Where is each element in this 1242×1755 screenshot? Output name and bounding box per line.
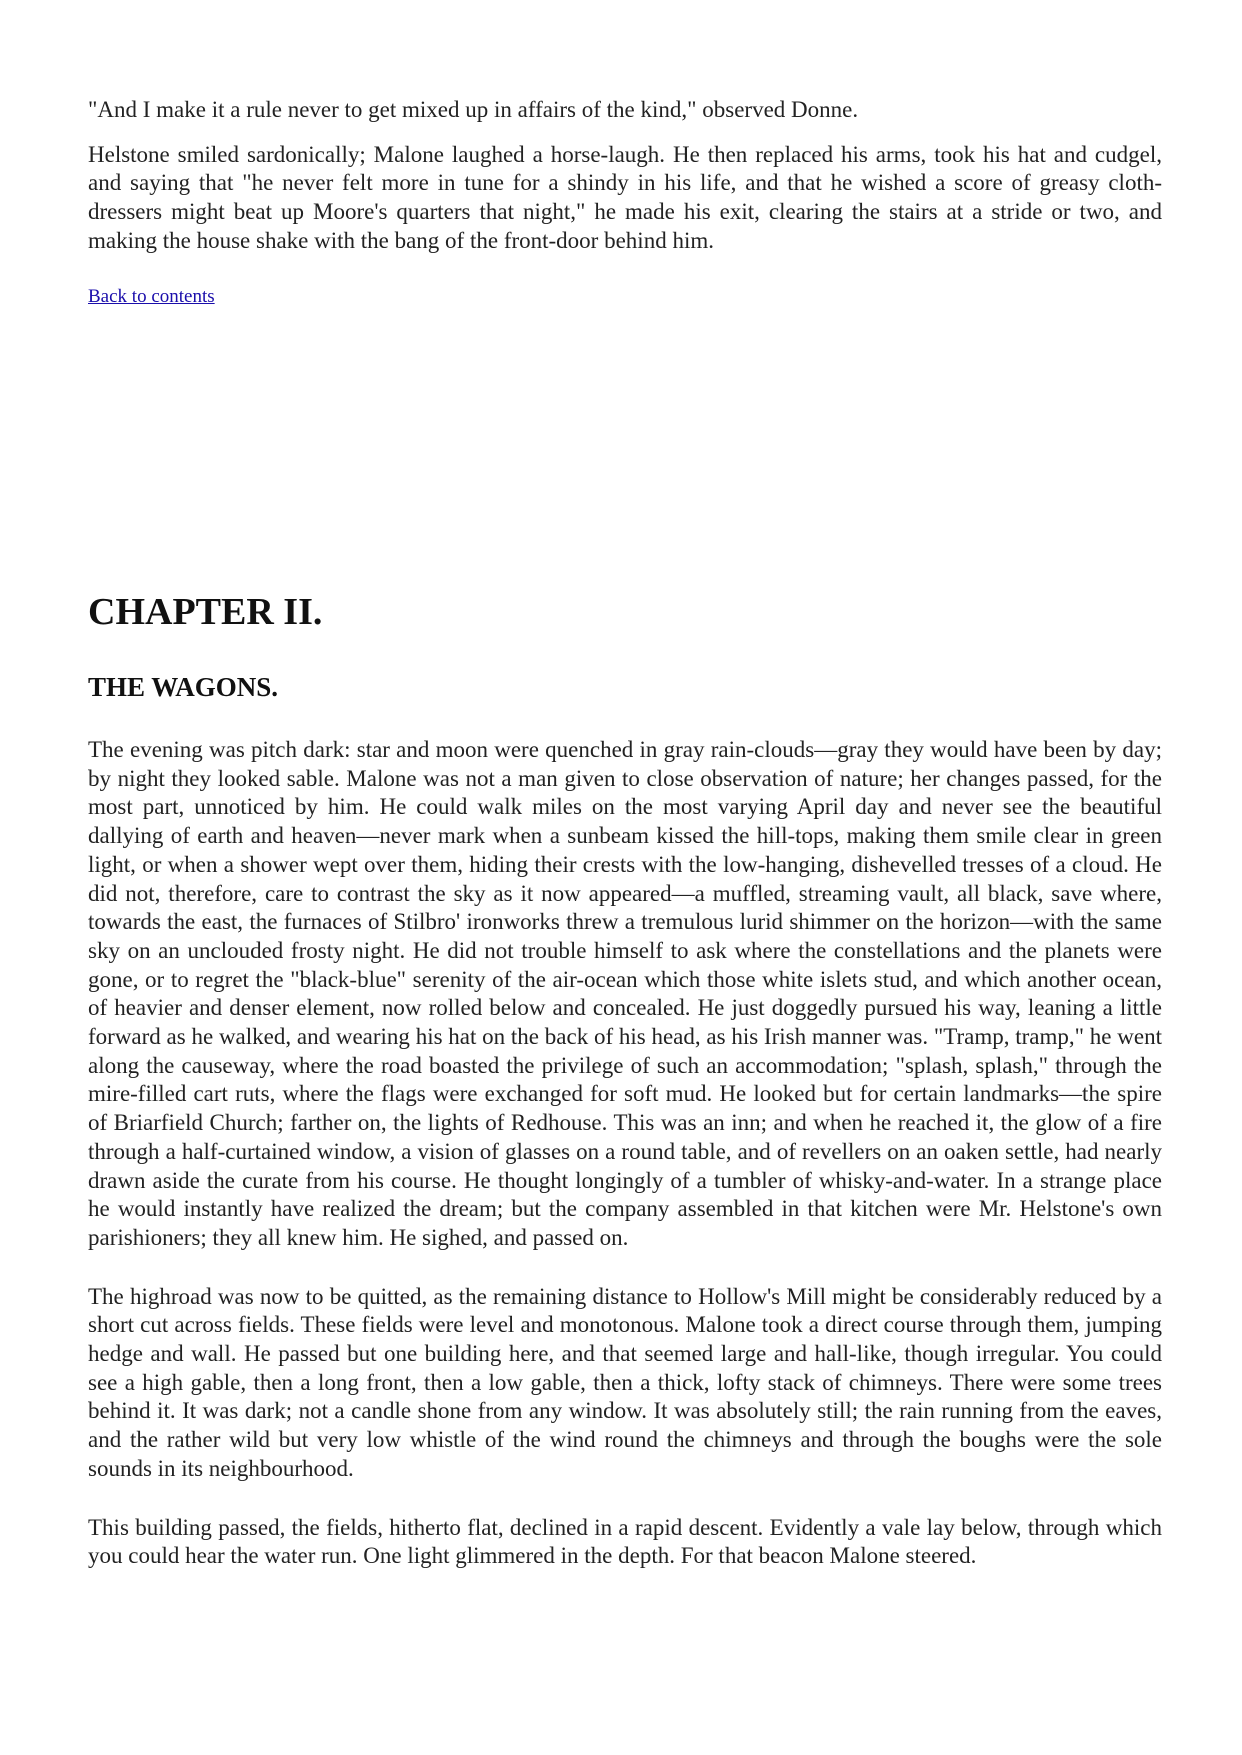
chapter-title: THE WAGONS. — [88, 672, 279, 702]
document-page — [88, 96, 1162, 1569]
paragraph-helstone: Helstone smiled sardonically; Malone laughed a horse-laugh. He then replaced his arms, took his hat and cudgel, and saying that "he never felt more in tune for a shindy in his life, and that he wished a score of greasy cloth-dressers might beat up Moore's quarters that night," he made his exit, clearing the stairs at a stride or two, and making the house shake with the bang of the front-door behind him. — [88, 141, 1162, 253]
chapter-heading: CHAPTER II. — [88, 591, 323, 633]
chapter-body — [88, 736, 1162, 1600]
paragraph-donne: "And I make it a rule never to get mixed up in affairs of the kind," observed Donne. — [88, 97, 859, 122]
chapter-paragraph-2: The highroad was now to be quitted, as the remaining distance to Hollow's Mill might be considerably reduced by a short cut across fields. These fields were level and monotonous. Malone took a direct course through them, jumping hedge and wall. He passed but one building here, and that seemed large and hall-like, though irregular. You could see a high gable, then a long front, then a low gable, then a thick, lofty stack of chimneys. There were some trees behind it. It was dark; not a candle shone from any window. It was absolutely still; the rain running from the eaves, and the rather wild but very low whistle of the wind round the chimneys and through the boughs were the sole sounds in its neighbourhood. — [88, 1283, 1162, 1481]
back-to-contents-link[interactable]: Back to contents — [88, 285, 215, 307]
chapter-paragraph-3: This building passed, the fields, hitherto flat, declined in a rapid descent. Evidently a vale lay below, through which you could hear the water run. One light glimmered in the depth. For that beacon Malone steered. — [88, 1514, 1162, 1569]
chapter-paragraph-1: The evening was pitch dark: star and moon were quenched in gray rain-clouds—gray they would have been by day; by night they looked sable. Malone was not a man given to close observation of nature; her changes passed, for the most part, unnoticed by him. He could walk miles on the most varying April day and never see the beautiful dallying of earth and heaven—never mark when a sunbeam kissed the hill-tops, making them smile clear in green light, or when a shower wept over them, hiding their crests with the low-hanging, dishevelled tresses of a cloud. He did not, therefore, care to contrast the sky as it now appeared—a muffled, streaming vault, all black, save where, towards the east, the furnaces of Stilbro' ironworks threw a tremulous lurid shimmer on the horizon—with the same sky on an unclouded frosty night. He did not trouble himself to ask where the constellations and the planets were gone, or to regret the "black-blue" serenity of the air-ocean which those white islets stud, and which another ocean, of heavier and denser element, now rolled below and concealed. He just doggedly pursued his way, leaning a little forward as he walked, and wearing his hat on the back of his head, as his Irish manner was. "Tramp, tramp," he went along the causeway, where the road boasted the privilege of such an accommodation; "splash, splash," through the mire-filled cart ruts, where the flags were exchanged for soft mud. He looked but for certain landmarks—the spire of Briarfield Church; farther on, the lights of Redhouse. This was an inn; and when he reached it, the glow of a fire through a half-curtained window, a vision of glasses on a round table, and of revellers on an oaken settle, had nearly drawn aside the curate from his course. He thought longingly of a tumbler of whisky-and-water. In a strange place he would instantly have realized the dream; but the company assembled in that kitchen were Mr. Helstone's own parishioners; they all knew him. He sighed, and passed on. — [88, 737, 1162, 1250]
